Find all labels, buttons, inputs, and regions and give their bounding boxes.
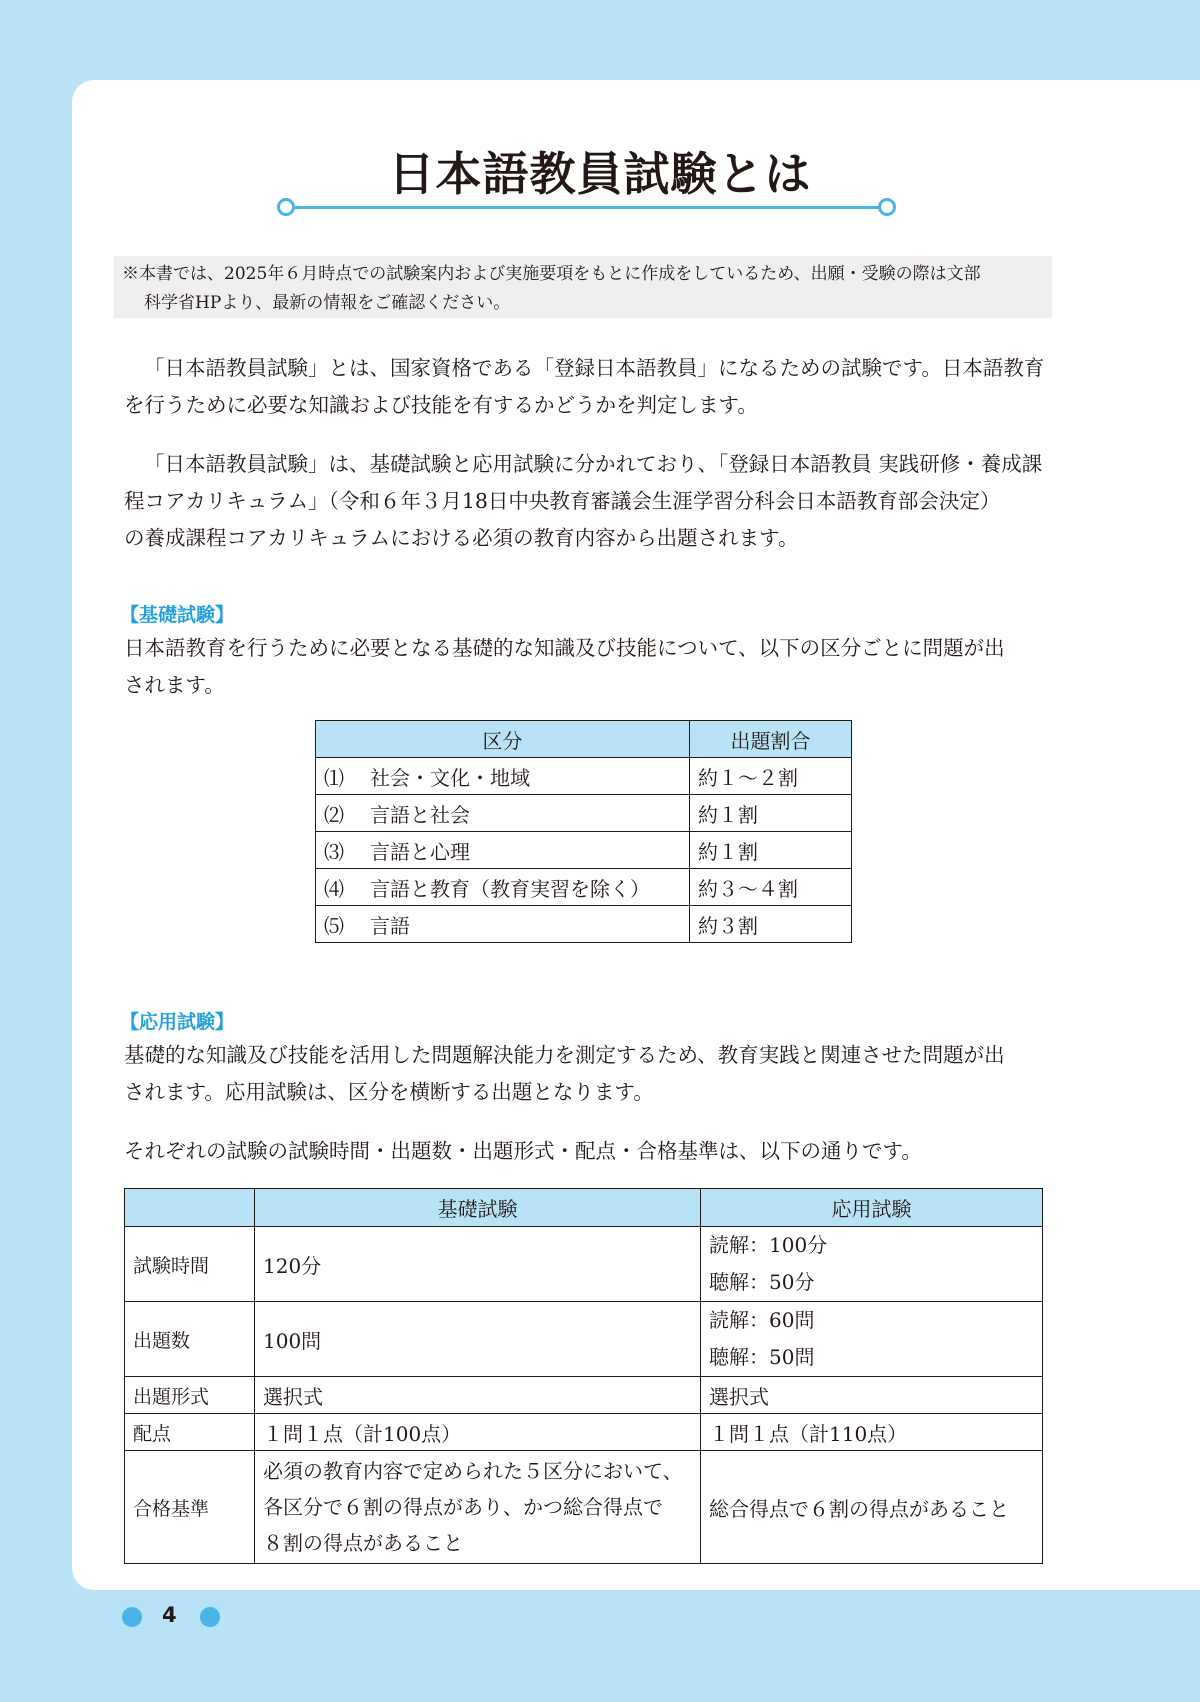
category-cell (316, 758, 690, 795)
title-underline (284, 206, 884, 209)
table-header-row (316, 721, 852, 758)
row-label-time: 試験時間 (125, 1227, 255, 1302)
basic-pass-line-1: 必須の教育内容で定められた５区分において、 (263, 1459, 683, 1483)
table-header-row (125, 1189, 1043, 1227)
row-label-pass: 合格基準 (125, 1451, 255, 1564)
applied-time-reading: 読解：100分 (709, 1233, 828, 1257)
basic-pass-line-3: ８割の得点があること (263, 1531, 463, 1555)
notice-line-2: 科学省HPより、最新の情報をご確認ください。 (144, 293, 511, 313)
table-row (316, 832, 852, 869)
category-cell (316, 795, 690, 832)
applied-format-cell: 選択式 (701, 1377, 1043, 1414)
intro-paragraph-1 (124, 350, 1054, 424)
basic-col-header: 基礎試験 (255, 1189, 701, 1227)
table-row (316, 758, 852, 795)
exam-comparison-table (124, 1188, 1043, 1564)
footer-right-dot (200, 1607, 220, 1627)
applied-pass-cell: 総合得点で６割の得点があること (701, 1451, 1043, 1564)
category-number: ⑵ (324, 802, 344, 827)
page-number: 4 (162, 1603, 177, 1627)
intro-p2-line-1: 「日本語教員試験」は、基礎試験と応用試験に分かれており、「登録日本語教員 実践研修・養成課 (144, 452, 1043, 476)
basic-exam-heading: 【基礎試験】 (120, 604, 235, 626)
row-label-score: 配点 (125, 1414, 255, 1451)
footer-left-dot (122, 1607, 142, 1627)
basic-category-table (315, 720, 852, 943)
table-row (125, 1451, 1043, 1564)
applied-exam-description (124, 1037, 1054, 1111)
category-cell (316, 869, 690, 906)
category-label: 言語と心理 (370, 839, 470, 864)
intro-p2-line-3: の養成課程コアカリキュラムにおける必須の教育内容から出題されます。 (124, 526, 799, 550)
applied-desc-line-1: 基礎的な知識及び技能を活用した問題解決能力を測定するため、教育実践と関連させた問題が出 (124, 1043, 1005, 1067)
table-row (125, 1414, 1043, 1451)
notice-box (114, 256, 1052, 318)
category-number: ⑶ (324, 839, 344, 864)
applied-col-header: 応用試験 (701, 1189, 1043, 1227)
applied-exam-heading: 【応用試験】 (120, 1011, 235, 1033)
ratio-cell: 約３～４割 (690, 869, 852, 906)
basic-desc-line-1: 日本語教育を行うために必要となる基礎的な知識及び技能について、以下の区分ごとに問題が出 (124, 636, 1005, 660)
category-number: ⑸ (324, 913, 344, 938)
basic-count-cell: 100問 (255, 1302, 701, 1377)
basic-time-cell: 120分 (255, 1227, 701, 1302)
ratio-cell: 約１割 (690, 795, 852, 832)
category-label: 社会・文化・地域 (370, 765, 530, 790)
ratio-col-header: 出題割合 (690, 721, 852, 758)
underline-right-dot (878, 198, 896, 216)
empty-header-cell (125, 1189, 255, 1227)
intro-p2-line-2: 程コアカリキュラム」（令和６年３月18日中央教育審議会生涯学習分科会日本語教育部会決定） (124, 489, 1001, 513)
basic-score-cell: １問１点（計100点） (255, 1414, 701, 1451)
intro-p1-line-1: 「日本語教員試験」とは、国家資格である「登録日本語教員」になるための試験です。日本語教育 (144, 356, 1045, 380)
basic-pass-line-2: 各区分で６割の得点があり、かつ総合得点で (263, 1495, 663, 1519)
category-number: ⑴ (324, 765, 344, 790)
category-label: 言語と教育（教育実習を除く） (370, 876, 650, 901)
notice-line-1: ※本書では、2025年６月時点での試験案内および実施要項をもとに作成をしているため、出願・受験の際は文部 (122, 264, 981, 284)
category-col-header: 区分 (316, 721, 690, 758)
basic-pass-cell (255, 1451, 701, 1564)
comparison-intro: それぞれの試験の試験時間・出題数・出題形式・配点・合格基準は、以下の通りです。 (124, 1139, 922, 1163)
category-label: 言語 (370, 913, 410, 938)
applied-count-cell (701, 1302, 1043, 1377)
table-row (125, 1227, 1043, 1302)
applied-time-listening: 聴解：50分 (709, 1270, 815, 1294)
applied-time-cell (701, 1227, 1043, 1302)
category-cell (316, 906, 690, 943)
applied-desc-line-2: されます。応用試験は、区分を横断する出題となります。 (124, 1080, 654, 1104)
intro-p1-line-2: を行うために必要な知識および技能を有するかどうかを判定します。 (124, 393, 758, 417)
intro-paragraph-2 (124, 446, 1054, 557)
underline-left-dot (277, 198, 295, 216)
table-row (316, 869, 852, 906)
table-row (125, 1377, 1043, 1414)
ratio-cell: 約１～２割 (690, 758, 852, 795)
table-row (316, 906, 852, 943)
basic-format-cell: 選択式 (255, 1377, 701, 1414)
basic-exam-description (124, 630, 1054, 704)
category-label: 言語と社会 (370, 802, 470, 827)
category-cell (316, 832, 690, 869)
applied-count-reading: 読解：60問 (709, 1308, 815, 1332)
ratio-cell: 約３割 (690, 906, 852, 943)
row-label-count: 出題数 (125, 1302, 255, 1377)
table-row (125, 1302, 1043, 1377)
applied-count-listening: 聴解：50問 (709, 1345, 815, 1369)
category-number: ⑷ (324, 876, 344, 901)
ratio-cell: 約１割 (690, 832, 852, 869)
table-row (316, 795, 852, 832)
row-label-format: 出題形式 (125, 1377, 255, 1414)
basic-desc-line-2: されます。 (124, 673, 225, 697)
applied-score-cell: １問１点（計110点） (701, 1414, 1043, 1451)
page-title: 日本語教員試験とは (388, 147, 812, 201)
